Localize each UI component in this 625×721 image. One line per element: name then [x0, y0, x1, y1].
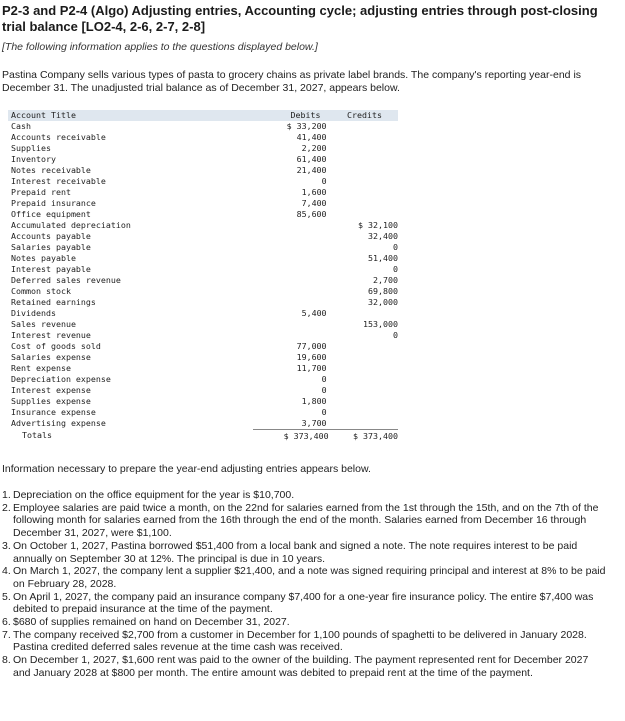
debit-cell — [249, 330, 326, 341]
list-item — [2, 591, 608, 616]
table-row — [8, 330, 398, 341]
table-row — [8, 198, 398, 209]
debit-cell: 19,600 — [296, 352, 327, 362]
table-row — [8, 231, 398, 242]
account-cell: Salaries payable — [11, 242, 91, 252]
credit-cell — [327, 363, 398, 374]
account-cell: Notes receivable — [11, 165, 91, 175]
totals-credit: $ 373,400 — [329, 429, 398, 442]
account-cell: Common stock — [11, 286, 71, 296]
credit-cell — [327, 154, 398, 165]
credit-cell — [327, 396, 398, 407]
debit-cell: 85,600 — [296, 209, 327, 219]
credit-cell: 0 — [393, 330, 399, 340]
info-intro: Information necessary to prepare the year-end adjusting entries appears below. — [2, 463, 371, 475]
debit-cell: 0 — [321, 407, 327, 417]
credit-cell: 153,000 — [363, 319, 399, 329]
list-item-number: 1. — [2, 489, 11, 501]
list-item-number: 6. — [2, 616, 11, 629]
credit-cell: 51,400 — [368, 253, 399, 263]
problem-title: P2-3 and P2-4 (Algo) Adjusting entries, Accounting cycle; adjusting entries through post-closing trial balance [LO2-4, 2-6, 2-7, 2-8] — [2, 3, 598, 34]
debit-cell — [249, 275, 326, 286]
list-item-number: 7. — [2, 628, 11, 641]
list-item — [2, 489, 608, 502]
credit-cell — [327, 121, 398, 132]
table-row — [8, 165, 398, 176]
debit-cell — [249, 297, 326, 308]
credit-cell: $ 32,100 — [358, 220, 399, 230]
debit-cell: 21,400 — [296, 165, 327, 175]
account-cell: Dividends — [11, 308, 56, 318]
credit-cell — [327, 132, 398, 143]
table-row — [8, 297, 398, 308]
account-cell: Deferred sales revenue — [11, 275, 121, 285]
debit-cell: 0 — [321, 374, 327, 384]
credit-cell — [327, 209, 398, 220]
debit-cell — [249, 242, 326, 253]
list-item — [2, 540, 608, 565]
list-item — [2, 565, 608, 590]
debit-cell: 41,400 — [296, 132, 327, 142]
header-debits: Debits — [290, 110, 321, 120]
list-item-number: 8. — [2, 654, 11, 667]
header-account-title: Account Title — [11, 110, 76, 120]
table-row — [8, 143, 398, 154]
account-cell: Supplies — [11, 143, 51, 153]
debit-cell — [249, 264, 326, 275]
list-item-text: Depreciation on the office equipment for the year is $10,700. — [13, 489, 295, 501]
list-item-text: On December 1, 2027, $1,600 rent was paid to the owner of the building. The payment represented rent for December 2027 and January 2028 at $800 per month. The entire amount was debited to prepaid rent at the time of the payment. — [13, 654, 589, 679]
credit-cell: 32,000 — [368, 297, 399, 307]
debit-cell — [249, 220, 326, 231]
debit-cell — [249, 231, 326, 242]
account-cell: Cash — [11, 121, 31, 131]
trial-balance-header — [8, 110, 398, 121]
table-row — [8, 242, 398, 253]
account-cell: Advertising expense — [11, 418, 106, 428]
debit-cell: 77,000 — [296, 341, 327, 351]
account-cell: Prepaid insurance — [11, 198, 96, 208]
debit-cell — [249, 253, 326, 264]
table-row — [8, 209, 398, 220]
table-row — [8, 407, 398, 418]
table-row — [8, 396, 398, 407]
account-cell: Accounts receivable — [11, 132, 106, 142]
credit-cell — [327, 187, 398, 198]
debit-cell: 1,800 — [301, 396, 327, 406]
totals-label: Totals — [22, 430, 52, 440]
trial-balance-body — [8, 121, 398, 429]
list-item — [2, 616, 608, 629]
credit-cell — [327, 308, 398, 319]
intro-paragraph: Pastina Company sells various types of pasta to grocery chains as private label brands. The company's reporting year-end is December 31. The unadjusted trial balance as of December 31, 2027, appears below. — [2, 69, 582, 94]
credit-cell — [327, 198, 398, 209]
credit-cell: 32,400 — [368, 231, 399, 241]
list-item-number: 3. — [2, 539, 11, 552]
table-row — [8, 264, 398, 275]
credit-cell — [327, 418, 398, 429]
trial-balance-table — [8, 110, 398, 442]
table-row — [8, 154, 398, 165]
account-cell: Insurance expense — [11, 407, 96, 417]
table-row — [8, 319, 398, 330]
account-cell: Supplies expense — [11, 396, 91, 406]
adjusting-info-list — [2, 489, 608, 680]
table-row — [8, 176, 398, 187]
table-row — [8, 308, 398, 319]
list-item-text: Employee salaries are paid twice a month, on the 22nd for salaries earned from the 1st through the 15th, and on the 7th of the following month for salaries earned from the 16th through the end of the month. Salaries earned from December 16 through December 31, 2027, were $1,100. — [13, 501, 599, 540]
totals-debit: $ 373,400 — [253, 429, 328, 442]
list-item-text: The company received $2,700 from a customer in December for 1,100 pounds of spaghetti to be delivered in January 2028. Pastina credited deferred sales revenue at the time cash was received. — [13, 628, 587, 654]
table-row — [8, 275, 398, 286]
list-item-text: $680 of supplies remained on hand on December 31, 2027. — [13, 616, 290, 629]
table-row — [8, 385, 398, 396]
header-credits: Credits — [347, 110, 382, 120]
debit-cell: $ 33,200 — [286, 121, 327, 131]
applies-note: [The following information applies to the questions displayed below.] — [2, 41, 318, 53]
list-item — [2, 629, 608, 654]
debit-cell: 0 — [321, 385, 327, 395]
credit-cell: 0 — [393, 242, 399, 252]
account-cell: Rent expense — [11, 363, 71, 373]
account-cell: Retained earnings — [11, 297, 96, 307]
debit-cell: 5,400 — [301, 308, 327, 318]
credit-cell: 69,800 — [368, 286, 399, 296]
credit-cell — [327, 374, 398, 385]
account-cell: Sales revenue — [11, 319, 76, 329]
credit-cell: 0 — [393, 264, 399, 274]
credit-cell — [327, 407, 398, 418]
account-cell: Accounts payable — [11, 231, 91, 241]
account-cell: Notes payable — [11, 253, 76, 263]
credit-cell — [327, 341, 398, 352]
account-cell: Interest receivable — [11, 176, 106, 186]
debit-cell: 61,400 — [296, 154, 327, 164]
table-row — [8, 363, 398, 374]
list-item-number: 4. — [2, 565, 11, 578]
account-cell: Interest expense — [11, 385, 91, 395]
account-cell: Inventory — [11, 154, 56, 164]
table-row — [8, 132, 398, 143]
table-row — [8, 374, 398, 385]
credit-cell — [327, 143, 398, 154]
credit-cell — [327, 352, 398, 363]
list-item-number: 5. — [2, 590, 11, 603]
debit-cell: 7,400 — [301, 198, 327, 208]
list-item — [2, 502, 608, 540]
account-cell: Interest payable — [11, 264, 91, 274]
list-item-text: On March 1, 2027, the company lent a supplier $21,400, and a note was signed requiring principal and interest at 8% to be paid on February 28, 2028. — [13, 565, 606, 590]
table-row — [8, 286, 398, 297]
account-cell: Depreciation expense — [11, 374, 111, 384]
trial-balance-totals — [8, 429, 398, 442]
credit-cell: 2,700 — [373, 275, 399, 285]
list-item-text: On October 1, 2027, Pastina borrowed $51,400 from a local bank and signed a note. The note requires interest to be paid annually on September 30 at 12%. The principal is due in 10 years. — [13, 539, 578, 565]
credit-cell — [327, 165, 398, 176]
list-item-text: On April 1, 2027, the company paid an insurance company $7,400 for a one-year fire insurance policy. The entire $7,400 was debited to prepaid insurance at the time of the payment. — [13, 590, 594, 616]
table-row — [8, 121, 398, 132]
debit-cell: 1,600 — [301, 187, 327, 197]
table-row — [8, 341, 398, 352]
credit-cell — [327, 176, 398, 187]
account-cell: Accumulated depreciation — [11, 220, 131, 230]
debit-cell: 11,700 — [296, 363, 327, 373]
table-row — [8, 220, 398, 231]
list-item — [2, 654, 608, 679]
table-row — [8, 253, 398, 264]
debit-cell: 3,700 — [301, 418, 327, 428]
account-cell: Interest revenue — [11, 330, 91, 340]
account-cell: Prepaid rent — [11, 187, 71, 197]
credit-cell — [327, 385, 398, 396]
account-cell: Salaries expense — [11, 352, 91, 362]
account-cell: Cost of goods sold — [11, 341, 101, 351]
table-row — [8, 418, 398, 429]
debit-cell — [249, 286, 326, 297]
debit-cell: 2,200 — [301, 143, 327, 153]
account-cell: Office equipment — [11, 209, 91, 219]
debit-cell — [249, 319, 326, 330]
debit-cell: 0 — [321, 176, 327, 186]
table-row — [8, 187, 398, 198]
table-row — [8, 352, 398, 363]
list-item-number: 2. — [2, 501, 11, 514]
